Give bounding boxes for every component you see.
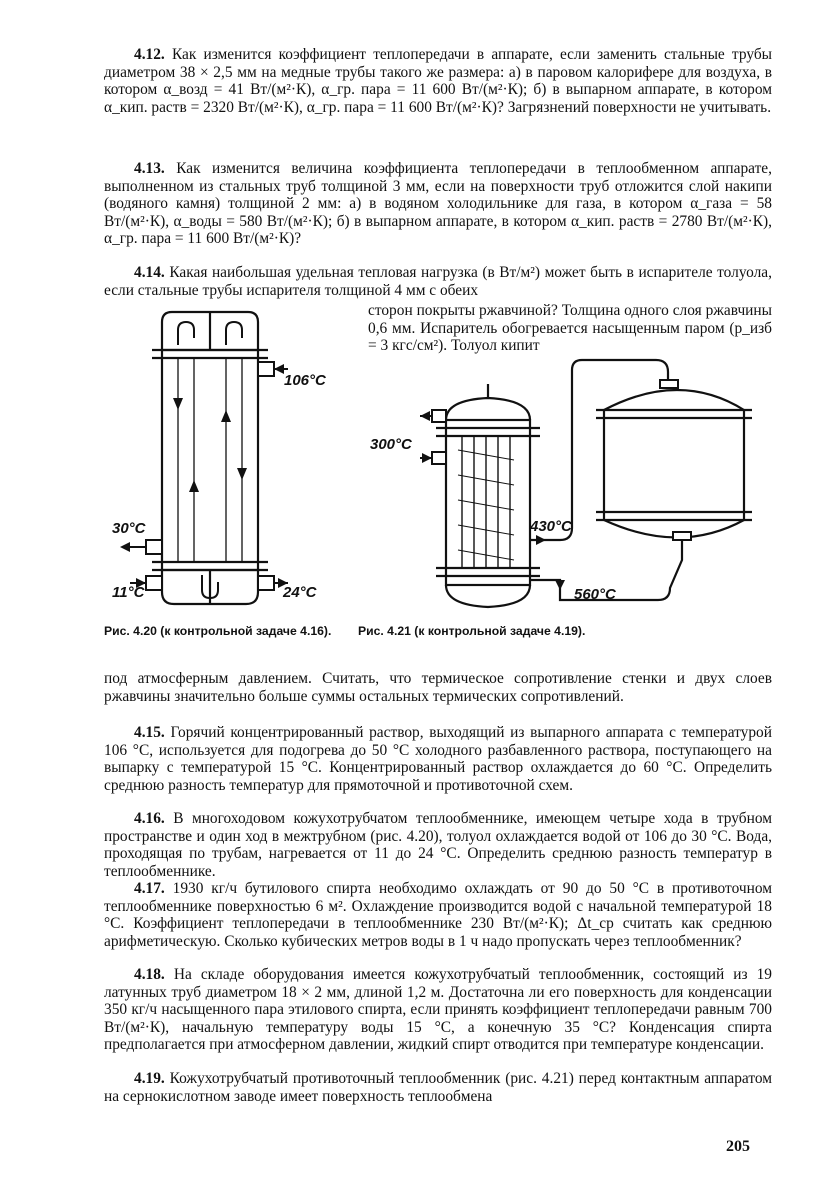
label-30c: 30°C <box>112 520 146 537</box>
problem-text: Какая наибольшая удельная тепловая нагрузка (в Вт/м²) может быть в испарителе толуола, если стальные трубы испарителя толщиной 4 мм с обеих <box>104 264 772 299</box>
problem-text: В многоходовом кожухотрубчатом теплообменнике, имеющем четыре хода в трубном пространстве и один ход в межтрубном (рис. 4.20), толуол охлаждается водой от 106 до 30 °С. Вода, проходящая по трубам, нагревается от 11 до 24 °С. Определить среднюю разность температур в теплообменнике. <box>104 810 772 880</box>
label-11c: 11°C <box>112 584 145 601</box>
problem-number: 4.14. <box>134 264 165 281</box>
label-300c: 300°C <box>370 436 412 453</box>
problem-number: 4.19. <box>134 1070 165 1087</box>
problem-text: 1930 кг/ч бутилового спирта необходимо охлаждать от 90 до 50 °С в противоточном теплообменнике поверхностью 6 м². Охлаждение производится водой с начальной температурой 18 °С. Коэффициент теплопередачи в теплообменнике 230 Вт/(м²·К); Δt_ср считать как среднюю арифметическую. Сколько кубических метров воды в 1 ч надо пропускать через теплообменник? <box>104 880 772 950</box>
label-560c: 560°C <box>574 586 616 603</box>
problem-number: 4.15. <box>134 724 165 741</box>
label-24c: 24°C <box>283 584 317 601</box>
problem-text: На складе оборудования имеется кожухотрубчатый теплообменник, состоящий из 19 латунных труб диаметром 18 × 2 мм, длиной 1,2 м. Достаточна ли его поверхность для конденсации 350 кг/ч насыщенного пара этилового спирта, если принять коэффициент теплопередачи равным 700 Вт/(м²·К), начальную температуру воды 15 °С, а конечную 35 °С? Конденсация спирта предполагается при атмосферном давлении, жидкий спирт отводится при температуре конденсации. <box>104 966 773 1054</box>
problem-number: 4.16. <box>134 810 165 827</box>
problem-text: сторон покрыты ржавчиной? Толщина одного слоя ржавчины 0,6 мм. Испаритель обогревается насыщенным паром (p_изб = 3 кгс/см²). Толуол кипит <box>368 302 772 355</box>
problem-number: 4.18. <box>134 966 165 983</box>
problem-text: Как изменится величина коэффициента теплопередачи в теплообменном аппарате, выполненном из стальных труб толщиной 3 мм, если на поверхности труб отложится слой накипи (водяного камня) толщиной 2 мм: а) в водяном холодильнике для газа, в котором α_газа = 58 Вт/(м²·К), α_воды = 580 Вт/(м²·К); б) в выпарном аппарате, в котором α_кип. раств = 2780 Вт/(м²·К), α_гр. пара = 11 600 Вт/(м²·К)? <box>104 160 772 248</box>
problem-number: 4.17. <box>134 880 165 897</box>
label-430c: 430°C <box>530 518 572 535</box>
problem-number: 4.12. <box>134 46 165 63</box>
problem-text: Кожухотрубчатый противоточный теплообменник (рис. 4.21) перед контактным аппаратом на сернокислотном заводе имеет поверхность теплообмена <box>104 1070 772 1105</box>
caption-fig-4-20: Рис. 4.20 (к контрольной задаче 4.16). <box>104 624 332 638</box>
label-106c: 106°C <box>284 372 326 389</box>
problem-number: 4.13. <box>134 160 165 177</box>
page-number: 205 <box>726 1138 750 1155</box>
problem-text: Как изменится коэффициент теплопередачи в аппарате, если заменить стальные трубы диаметром 38 × 2,5 мм на медные трубы такого же размера: а) в паровом калорифере для воздуха, в котором α_возд = 41 Вт/(м²·К), α_гр. пара = 11 600 Вт/(м²·К); б) в выпарном аппарате, в котором α_кип. раств = 2320 Вт/(м²·К), α_гр. пара = 11 600 Вт/(м²·К)? Загрязнений поверхности не учитывать. <box>104 46 772 116</box>
problem-text: под атмосферным давлением. Считать, что термическое сопротивление стенки и двух слоев ржавчины значительно больше суммы остальных термических сопротивлений. <box>104 670 772 705</box>
problem-text: Горячий концентрированный раствор, выходящий из выпарного аппарата с температурой 106 °С, используется для подогрева до 50 °С холодного разбавленного раствора, поступающего на выпарку с температурой 15 °С. Концентрированный раствор охлаждается до 60 °С. Определить среднюю разность температур для прямоточной и противоточной схем. <box>104 724 772 794</box>
caption-fig-4-21: Рис. 4.21 (к контрольной задаче 4.19). <box>358 624 586 638</box>
